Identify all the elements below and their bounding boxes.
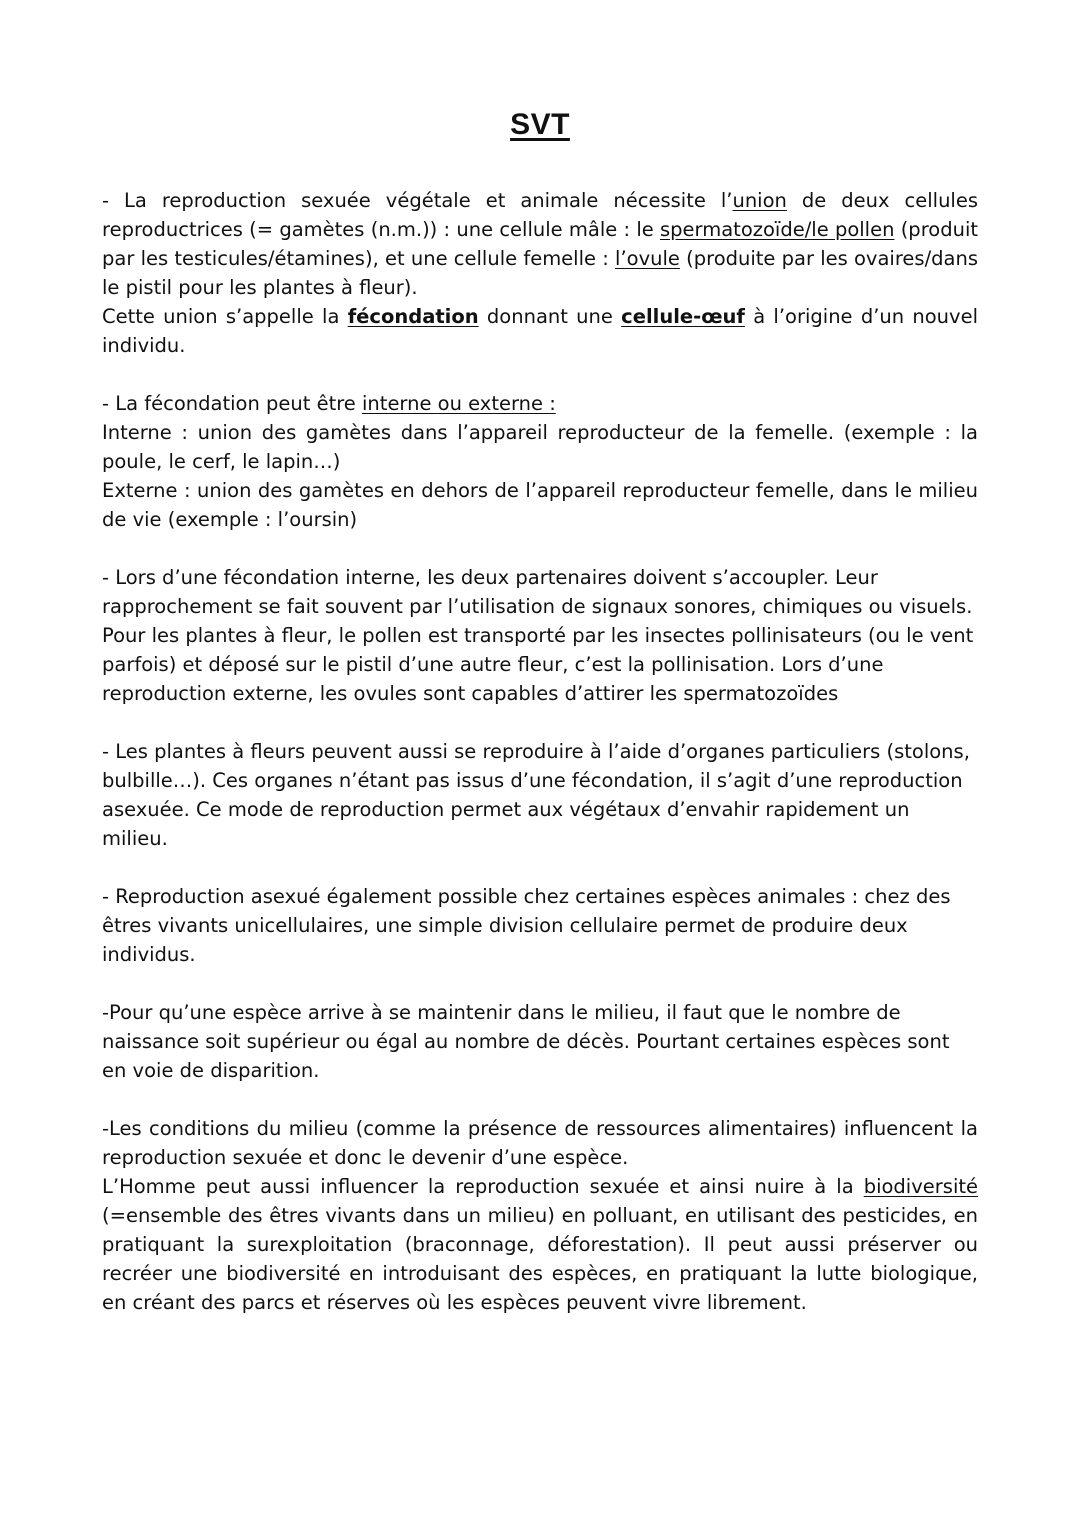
fecondation-text — [102, 302, 978, 360]
text-run: de deux cellules reproductrices (= gamètes (n.m.)) : une cellule mâle : le — [102, 189, 978, 241]
text-run: L’Homme peut aussi influencer la reproduction sexuée et ainsi nuire à la — [102, 1175, 864, 1198]
term-spermatozoide: spermatozoïde/le pollen — [660, 218, 895, 241]
text-run: Cette union s’appelle la — [102, 305, 348, 328]
term-biodiversite: biodiversité — [863, 1175, 978, 1198]
document-page — [102, 108, 978, 1346]
paragraph-maintien-espece — [102, 998, 978, 1085]
asexuee-plantes-text: - Les plantes à fleurs peuvent aussi se reproduire à l’aide d’organes particuliers (stolons, bulbille…). Ces organes n’étant pas issus d’une fécondation, il s’agit d’une reproduction asexuée. Ce mode de reproduction permet aux végétaux d’envahir rapidement un milieu. — [102, 740, 970, 850]
term-ovule: l’ovule — [615, 247, 680, 270]
term-interne-externe: interne ou externe : — [362, 392, 556, 415]
page-title: SVT — [510, 108, 570, 141]
text-run: (produit par les testicules/étamines), et une cellule femelle : — [102, 218, 979, 270]
text-run: (=ensemble des êtres vivants dans un milieu) en polluant, en utilisant des pesticides, en pratiquant la surexploitation (braconnage, déforestation). Il peut aussi préserver ou recréer une biodiversité en introduisant des espèces, en pratiquant la lutte biologique, en créant des parcs et réserves où les espèces peuvent vivre librement. — [102, 1204, 978, 1314]
paragraph-accouplement — [102, 563, 978, 708]
fecondation-types-lead — [102, 389, 978, 418]
text-run: - La fécondation peut être — [102, 392, 363, 415]
interne-definition: Interne : union des gamètes dans l’appareil reproducteur de la femelle. (exemple : la poule, le cerf, le lapin…) — [102, 421, 978, 473]
conditions-milieu-text: -Les conditions du milieu (comme la présence de ressources alimentaires) influencent la reproduction sexuée et donc le devenir d’une espèce. — [102, 1117, 978, 1169]
externe-definition: Externe : union des gamètes en dehors de l’appareil reproducteur femelle, dans le milieu de vie (exemple : l’oursin) — [102, 479, 978, 531]
term-fecondation: fécondation — [347, 305, 479, 328]
paragraph-reproduction-asexuee-plantes — [102, 737, 978, 853]
term-cellule-oeuf: cellule-œuf — [621, 305, 745, 328]
gametes-text — [102, 186, 978, 302]
text-run: - La reproduction sexuée végétale et animale nécessite l’ — [102, 189, 733, 212]
paragraph-reproduction-asexuee-animaux — [102, 882, 978, 969]
maintien-espece-text: -Pour qu’une espèce arrive à se maintenir dans le milieu, il faut que le nombre de naissance soit supérieur ou égal au nombre de décès. Pourtant certaines espèces sont en voie de disparition. — [102, 1001, 950, 1082]
text-run: (produite par les ovaires/dans le pistil pour les plantes à fleur). — [102, 247, 978, 299]
text-run: donnant une — [478, 305, 622, 328]
paragraph-fecondation-types — [102, 389, 978, 534]
asexuee-animaux-text: - Reproduction asexué également possible chez certaines espèces animales : chez des êtres vivants unicellulaires, une simple division cellulaire permet de produire deux individus. — [102, 885, 951, 966]
paragraph-gametes — [102, 186, 978, 360]
text-run: à l’origine d’un nouvel individu. — [102, 305, 978, 357]
accouplement-text: - Lors d’une fécondation interne, les deux partenaires doivent s’accoupler. Leur rapprochement se fait souvent par l’utilisation de signaux sonores, chimiques ou visuels. Pour les plantes à fleur, le pollen est transporté par les insectes pollinisateurs (ou le vent parfois) et déposé sur le pistil d’une autre fleur, c’est la pollinisation. Lors d’une reproduction externe, les ovules sont capables d’attirer les spermatozoïdes — [102, 566, 974, 705]
homme-biodiversite-text — [102, 1172, 978, 1317]
paragraph-conditions-milieu — [102, 1114, 978, 1317]
term-union: union — [732, 189, 787, 212]
